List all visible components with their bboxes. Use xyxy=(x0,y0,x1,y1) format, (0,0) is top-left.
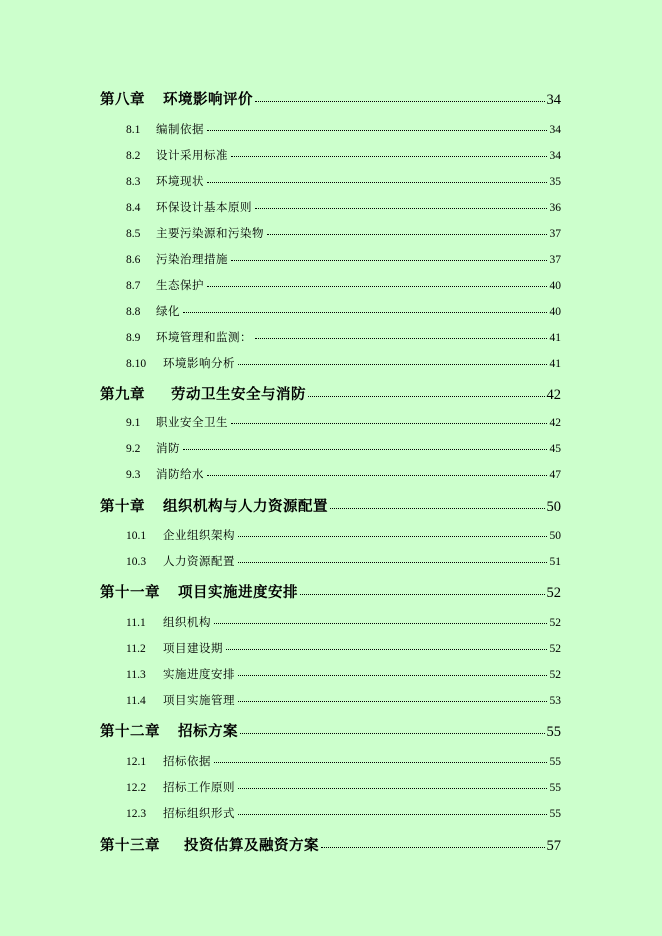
page-number: 45 xyxy=(549,443,561,455)
page-number: 50 xyxy=(546,499,561,515)
toc-section[interactable] xyxy=(126,440,561,458)
chapter-title: 劳动卫生安全与消防 xyxy=(171,386,306,403)
section-title: 项目建设期 xyxy=(163,641,223,655)
toc-section[interactable] xyxy=(126,779,561,797)
chapter-number: 第十一章 xyxy=(100,584,160,601)
dot-leader xyxy=(214,622,547,624)
dot-leader xyxy=(183,448,547,450)
page-number: 42 xyxy=(549,417,561,429)
toc-chapter[interactable] xyxy=(100,720,561,742)
dot-leader xyxy=(226,648,547,650)
dot-leader xyxy=(207,474,547,476)
dot-leader xyxy=(238,813,547,815)
dot-leader xyxy=(255,100,545,102)
toc-section[interactable] xyxy=(126,329,561,347)
toc-section[interactable] xyxy=(126,199,561,217)
chapter-title: 招标方案 xyxy=(178,723,238,740)
toc-section[interactable] xyxy=(126,614,561,632)
section-title: 环保设计基本原则 xyxy=(156,200,252,214)
section-number: 8.6 xyxy=(126,254,141,266)
dot-leader xyxy=(207,181,547,183)
page-number: 37 xyxy=(549,228,561,240)
section-title: 消防 xyxy=(156,441,180,455)
dot-leader xyxy=(231,155,547,157)
section-number: 8.1 xyxy=(126,124,141,136)
section-number: 12.3 xyxy=(126,808,147,820)
dot-leader xyxy=(238,787,547,789)
dot-leader xyxy=(238,674,547,676)
toc-section[interactable] xyxy=(126,805,561,823)
section-number: 8.7 xyxy=(126,280,141,292)
toc-chapter[interactable] xyxy=(100,88,561,110)
section-title: 招标工作原则 xyxy=(163,780,235,794)
page-number: 35 xyxy=(549,176,561,188)
section-title: 职业安全卫生 xyxy=(156,415,228,429)
toc-section[interactable] xyxy=(126,640,561,658)
dot-leader xyxy=(267,233,547,235)
page-number: 55 xyxy=(546,724,561,740)
page-number: 36 xyxy=(549,202,561,214)
chapter-number: 第十二章 xyxy=(100,723,160,740)
section-number: 11.3 xyxy=(126,669,146,681)
page-number: 55 xyxy=(549,808,561,820)
section-title: 人力资源配置 xyxy=(163,554,235,568)
page-number: 57 xyxy=(546,838,561,854)
section-number: 8.10 xyxy=(126,358,147,370)
chapter-number: 第十章 xyxy=(100,498,145,515)
section-number: 11.4 xyxy=(126,695,146,707)
section-title: 环境管理和监测： xyxy=(156,330,252,344)
section-title: 环境影响分析 xyxy=(163,356,235,370)
section-number: 8.4 xyxy=(126,202,141,214)
dot-leader xyxy=(207,285,547,287)
section-title: 主要污染源和污染物 xyxy=(156,226,264,240)
toc-chapter[interactable] xyxy=(100,581,561,603)
page-number: 34 xyxy=(546,92,561,108)
page-number: 47 xyxy=(549,469,561,481)
dot-leader xyxy=(231,422,547,424)
section-title: 消防给水 xyxy=(156,467,204,481)
toc-section[interactable] xyxy=(126,527,561,545)
section-number: 12.1 xyxy=(126,756,147,768)
toc-chapter[interactable] xyxy=(100,383,561,405)
page-number: 40 xyxy=(549,306,561,318)
chapter-title: 项目实施进度安排 xyxy=(178,584,298,601)
toc-section[interactable] xyxy=(126,753,561,771)
section-number: 11.1 xyxy=(126,617,146,629)
section-title: 污染治理措施 xyxy=(156,252,228,266)
page-number: 37 xyxy=(549,254,561,266)
section-title: 项目实施管理 xyxy=(163,693,235,707)
dot-leader xyxy=(300,593,545,595)
toc-section[interactable] xyxy=(126,147,561,165)
section-title: 绿化 xyxy=(156,304,180,318)
dot-leader xyxy=(308,395,545,397)
dot-leader xyxy=(183,311,547,313)
dot-leader xyxy=(231,259,547,261)
dot-leader xyxy=(238,561,547,563)
page-number: 40 xyxy=(549,280,561,292)
page-number: 34 xyxy=(549,124,561,136)
chapter-number: 第九章 xyxy=(100,386,145,403)
section-number: 10.3 xyxy=(126,556,147,568)
dot-leader xyxy=(207,129,547,131)
dot-leader xyxy=(238,700,547,702)
toc-section[interactable] xyxy=(126,355,561,373)
page-number: 53 xyxy=(549,695,561,707)
chapter-title: 组织机构与人力资源配置 xyxy=(163,498,328,515)
section-number: 8.2 xyxy=(126,150,141,162)
page-number: 52 xyxy=(549,669,561,681)
chapter-number: 第八章 xyxy=(100,91,145,108)
page-number: 41 xyxy=(549,358,561,370)
section-title: 环境现状 xyxy=(156,174,204,188)
section-title: 组织机构 xyxy=(163,615,211,629)
section-title: 实施进度安排 xyxy=(163,667,235,681)
section-number: 8.8 xyxy=(126,306,141,318)
page-number: 41 xyxy=(549,332,561,344)
section-title: 招标组织形式 xyxy=(163,806,235,820)
dot-leader xyxy=(240,732,545,734)
dot-leader xyxy=(238,363,547,365)
page-number: 50 xyxy=(549,530,561,542)
toc-chapter[interactable] xyxy=(100,495,561,517)
toc-section[interactable] xyxy=(126,466,561,484)
toc-section[interactable] xyxy=(126,553,561,571)
page-number: 52 xyxy=(546,585,561,601)
section-number: 9.1 xyxy=(126,417,141,429)
section-title: 编制依据 xyxy=(156,122,204,136)
section-title: 企业组织架构 xyxy=(163,528,235,542)
chapter-number: 第十三章 xyxy=(100,837,160,854)
page-number: 55 xyxy=(549,756,561,768)
section-title: 设计采用标准 xyxy=(156,148,228,162)
section-number: 9.3 xyxy=(126,469,141,481)
dot-leader xyxy=(255,337,547,339)
page-number: 52 xyxy=(549,643,561,655)
page-number: 42 xyxy=(546,387,561,403)
toc-section[interactable] xyxy=(126,121,561,139)
page-number: 51 xyxy=(549,556,561,568)
section-number: 8.9 xyxy=(126,332,141,344)
section-number: 9.2 xyxy=(126,443,141,455)
section-number: 12.2 xyxy=(126,782,147,794)
page-number: 34 xyxy=(549,150,561,162)
section-title: 生态保护 xyxy=(156,278,204,292)
toc-section[interactable] xyxy=(126,692,561,710)
dot-leader xyxy=(238,535,547,537)
toc-section[interactable] xyxy=(126,414,561,432)
toc-section[interactable] xyxy=(126,173,561,191)
dot-leader xyxy=(321,846,545,848)
toc-section[interactable] xyxy=(126,225,561,243)
toc-section[interactable] xyxy=(126,251,561,269)
section-title: 招标依据 xyxy=(163,754,211,768)
toc-section[interactable] xyxy=(126,303,561,321)
section-number: 8.5 xyxy=(126,228,141,240)
section-number: 8.3 xyxy=(126,176,141,188)
dot-leader xyxy=(330,507,545,509)
dot-leader xyxy=(255,207,547,209)
toc-chapter[interactable] xyxy=(100,834,561,856)
section-number: 10.1 xyxy=(126,530,147,542)
toc-section[interactable] xyxy=(126,666,561,684)
page-number: 52 xyxy=(549,617,561,629)
section-number: 11.2 xyxy=(126,643,146,655)
chapter-title: 投资估算及融资方案 xyxy=(184,837,319,854)
page-number: 55 xyxy=(549,782,561,794)
toc-section[interactable] xyxy=(126,277,561,295)
dot-leader xyxy=(214,761,547,763)
chapter-title: 环境影响评价 xyxy=(163,91,253,108)
